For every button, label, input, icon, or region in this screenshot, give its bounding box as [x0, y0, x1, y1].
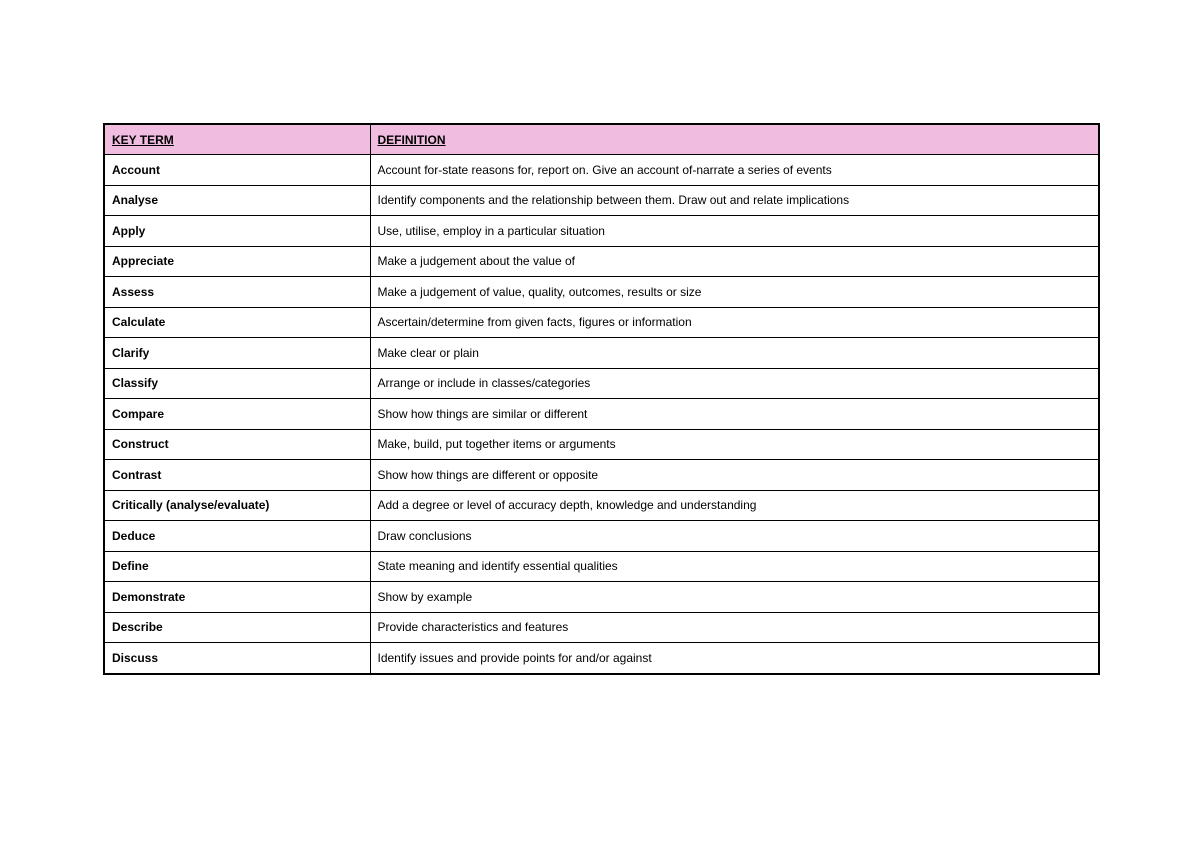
table-row: [104, 460, 1099, 491]
table-row: [104, 612, 1099, 643]
term-cell: Classify: [104, 368, 370, 399]
term-cell: Contrast: [104, 460, 370, 491]
term-cell: Compare: [104, 399, 370, 430]
term-cell: Discuss: [104, 643, 370, 674]
definition-cell: Ascertain/determine from given facts, figures or information: [370, 307, 1099, 338]
definition-cell: Draw conclusions: [370, 521, 1099, 552]
definition-cell: Make, build, put together items or arguments: [370, 429, 1099, 460]
table-header-row: [104, 124, 1099, 155]
definition-cell: Arrange or include in classes/categories: [370, 368, 1099, 399]
table-row: [104, 521, 1099, 552]
term-cell: Deduce: [104, 521, 370, 552]
term-cell: Critically (analyse/evaluate): [104, 490, 370, 521]
definition-cell: Show how things are different or opposite: [370, 460, 1099, 491]
term-cell: Clarify: [104, 338, 370, 369]
definition-cell: Account for-state reasons for, report on. Give an account of-narrate a series of events: [370, 155, 1099, 186]
definition-cell: Show how things are similar or different: [370, 399, 1099, 430]
definition-cell: Add a degree or level of accuracy depth, knowledge and understanding: [370, 490, 1099, 521]
table-row: [104, 277, 1099, 308]
term-cell: Construct: [104, 429, 370, 460]
term-cell: Describe: [104, 612, 370, 643]
definition-cell: Identify issues and provide points for and/or against: [370, 643, 1099, 674]
term-cell: Calculate: [104, 307, 370, 338]
table-row: [104, 582, 1099, 613]
term-cell: Assess: [104, 277, 370, 308]
term-cell: Apply: [104, 216, 370, 247]
definition-cell: Make a judgement of value, quality, outcomes, results or size: [370, 277, 1099, 308]
term-cell: Define: [104, 551, 370, 582]
header-definition: DEFINITION: [370, 124, 1099, 155]
term-cell: Analyse: [104, 185, 370, 216]
table-row: [104, 216, 1099, 247]
definition-cell: Use, utilise, employ in a particular situation: [370, 216, 1099, 247]
table-row: [104, 246, 1099, 277]
key-terms-table: [103, 123, 1100, 675]
definition-cell: Make a judgement about the value of: [370, 246, 1099, 277]
table-row: [104, 490, 1099, 521]
definition-cell: Identify components and the relationship between them. Draw out and relate implications: [370, 185, 1099, 216]
definition-cell: Show by example: [370, 582, 1099, 613]
table-row: [104, 338, 1099, 369]
table-row: [104, 155, 1099, 186]
definition-cell: Make clear or plain: [370, 338, 1099, 369]
definition-cell: State meaning and identify essential qualities: [370, 551, 1099, 582]
table-row: [104, 643, 1099, 674]
table-row: [104, 399, 1099, 430]
table-row: [104, 551, 1099, 582]
table-row: [104, 368, 1099, 399]
table-row: [104, 429, 1099, 460]
header-key-term: KEY TERM: [104, 124, 370, 155]
definition-cell: Provide characteristics and features: [370, 612, 1099, 643]
table-body: [104, 155, 1099, 674]
term-cell: Appreciate: [104, 246, 370, 277]
table-row: [104, 185, 1099, 216]
term-cell: Demonstrate: [104, 582, 370, 613]
table-row: [104, 307, 1099, 338]
term-cell: Account: [104, 155, 370, 186]
